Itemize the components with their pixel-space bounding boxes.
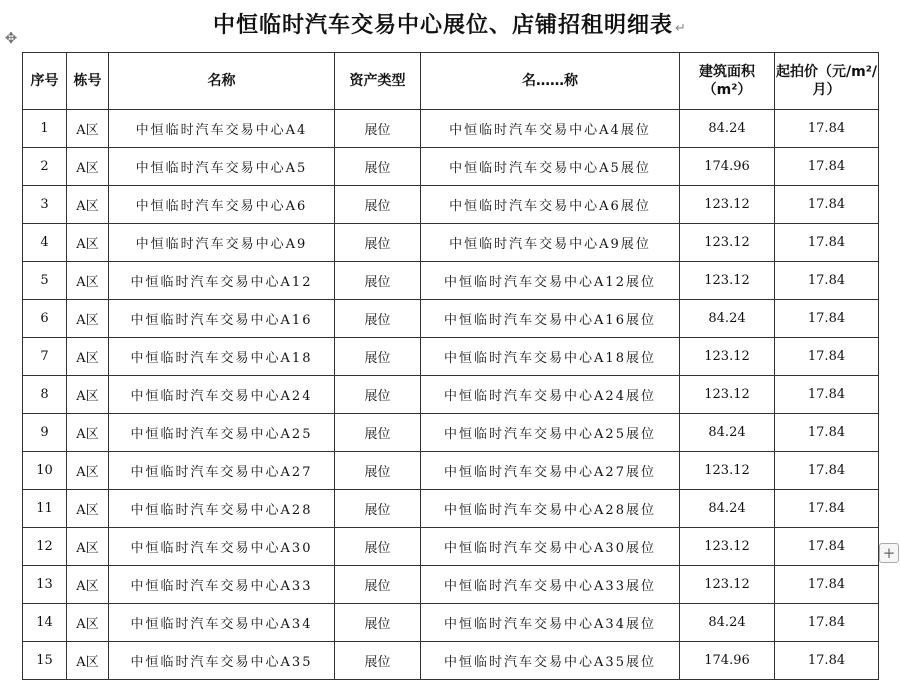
cell-full-name[interactable]: 中恒临时汽车交易中心A9展位: [421, 224, 680, 262]
cell-seq[interactable]: 5: [23, 262, 67, 300]
cell-building[interactable]: A区: [67, 148, 109, 186]
cell-area[interactable]: 84.24: [680, 110, 775, 148]
table-row: [23, 186, 879, 224]
plus-icon: +: [882, 544, 896, 562]
cell-building[interactable]: A区: [67, 300, 109, 338]
cell-name[interactable]: 中恒临时汽车交易中心A30: [109, 528, 335, 566]
cell-asset-type[interactable]: 展位: [335, 338, 421, 376]
cell-area[interactable]: 123.12: [680, 566, 775, 604]
rental-table: [22, 52, 879, 680]
cell-area[interactable]: 84.24: [680, 604, 775, 642]
table-row: [23, 452, 879, 490]
cell-seq[interactable]: 14: [23, 604, 67, 642]
cell-asset-type[interactable]: 展位: [335, 642, 421, 680]
move-cross-icon[interactable]: ✥: [4, 29, 18, 47]
cell-asset-type[interactable]: 展位: [335, 110, 421, 148]
cell-price[interactable]: 17.84: [775, 262, 879, 300]
cell-asset-type[interactable]: 展位: [335, 604, 421, 642]
cell-building[interactable]: A区: [67, 604, 109, 642]
cell-area[interactable]: 84.24: [680, 490, 775, 528]
cell-name[interactable]: 中恒临时汽车交易中心A5: [109, 148, 335, 186]
cell-full-name[interactable]: 中恒临时汽车交易中心A27展位: [421, 452, 680, 490]
cell-area[interactable]: 123.12: [680, 338, 775, 376]
cell-full-name[interactable]: 中恒临时汽车交易中心A12展位: [421, 262, 680, 300]
cell-area[interactable]: 123.12: [680, 376, 775, 414]
cell-price[interactable]: 17.84: [775, 604, 879, 642]
cell-area[interactable]: 84.24: [680, 414, 775, 452]
cell-full-name[interactable]: 中恒临时汽车交易中心A4展位: [421, 110, 680, 148]
cell-asset-type[interactable]: 展位: [335, 414, 421, 452]
cell-seq[interactable]: 7: [23, 338, 67, 376]
cell-price[interactable]: 17.84: [775, 300, 879, 338]
table-row: [23, 642, 879, 680]
cell-price[interactable]: 17.84: [775, 490, 879, 528]
header-seq: 序号: [23, 53, 67, 110]
cell-building[interactable]: A区: [67, 642, 109, 680]
table-row: [23, 224, 879, 262]
cell-seq[interactable]: 2: [23, 148, 67, 186]
cell-area[interactable]: 123.12: [680, 452, 775, 490]
cell-asset-type[interactable]: 展位: [335, 490, 421, 528]
add-row-button[interactable]: [879, 543, 899, 563]
cell-building[interactable]: A区: [67, 338, 109, 376]
cell-building[interactable]: A区: [67, 452, 109, 490]
table-row: [23, 490, 879, 528]
table-row: [23, 110, 879, 148]
cell-asset-type[interactable]: 展位: [335, 528, 421, 566]
cell-full-name[interactable]: 中恒临时汽车交易中心A35展位: [421, 642, 680, 680]
cell-building[interactable]: A区: [67, 262, 109, 300]
cell-price[interactable]: 17.84: [775, 642, 879, 680]
table-row: [23, 604, 879, 642]
cell-name[interactable]: 中恒临时汽车交易中心A28: [109, 490, 335, 528]
header-name: 名称: [109, 53, 335, 110]
cell-full-name[interactable]: 中恒临时汽车交易中心A5展位: [421, 148, 680, 186]
cell-price[interactable]: 17.84: [775, 186, 879, 224]
cell-full-name[interactable]: 中恒临时汽车交易中心A30展位: [421, 528, 680, 566]
cell-building[interactable]: A区: [67, 376, 109, 414]
table-row: [23, 566, 879, 604]
cell-asset-type[interactable]: 展位: [335, 452, 421, 490]
cell-asset-type[interactable]: 展位: [335, 224, 421, 262]
cell-seq[interactable]: 10: [23, 452, 67, 490]
cell-seq[interactable]: 8: [23, 376, 67, 414]
cell-area[interactable]: 174.96: [680, 148, 775, 186]
paragraph-mark: ↵: [675, 21, 687, 36]
cell-price[interactable]: 17.84: [775, 110, 879, 148]
header-area: 建筑面积（m²）: [680, 53, 775, 110]
cell-name[interactable]: 中恒临时汽车交易中心A25: [109, 414, 335, 452]
cell-name[interactable]: 中恒临时汽车交易中心A33: [109, 566, 335, 604]
cell-price[interactable]: 17.84: [775, 338, 879, 376]
cell-name[interactable]: 中恒临时汽车交易中心A6: [109, 186, 335, 224]
cell-full-name[interactable]: 中恒临时汽车交易中心A16展位: [421, 300, 680, 338]
cell-name[interactable]: 中恒临时汽车交易中心A27: [109, 452, 335, 490]
cell-seq[interactable]: 12: [23, 528, 67, 566]
header-building: 栋号: [67, 53, 109, 110]
table-row: [23, 376, 879, 414]
table-row: [23, 338, 879, 376]
header-price: 起拍价（元/m²/月）: [775, 53, 879, 110]
cell-asset-type[interactable]: 展位: [335, 376, 421, 414]
cell-building[interactable]: A区: [67, 528, 109, 566]
cell-seq[interactable]: 15: [23, 642, 67, 680]
cell-area[interactable]: 123.12: [680, 186, 775, 224]
cell-full-name[interactable]: 中恒临时汽车交易中心A34展位: [421, 604, 680, 642]
header-full-name: 名……称: [421, 53, 680, 110]
document-title: 中恒临时汽车交易中心展位、店铺招租明细表 ↵: [213, 13, 687, 38]
cell-price[interactable]: 17.84: [775, 376, 879, 414]
cell-building[interactable]: A区: [67, 566, 109, 604]
cell-name[interactable]: 中恒临时汽车交易中心A9: [109, 224, 335, 262]
cell-seq[interactable]: 6: [23, 300, 67, 338]
cell-price[interactable]: 17.84: [775, 414, 879, 452]
cell-seq[interactable]: 1: [23, 110, 67, 148]
table-header-row: [23, 53, 879, 110]
cell-asset-type[interactable]: 展位: [335, 566, 421, 604]
cell-building[interactable]: A区: [67, 224, 109, 262]
cell-full-name[interactable]: 中恒临时汽车交易中心A33展位: [421, 566, 680, 604]
table-row: [23, 528, 879, 566]
cell-building[interactable]: A区: [67, 186, 109, 224]
cell-area[interactable]: 174.96: [680, 642, 775, 680]
cell-full-name[interactable]: 中恒临时汽车交易中心A24展位: [421, 376, 680, 414]
cell-asset-type[interactable]: 展位: [335, 300, 421, 338]
cell-seq[interactable]: 9: [23, 414, 67, 452]
cell-seq[interactable]: 3: [23, 186, 67, 224]
cell-name[interactable]: 中恒临时汽车交易中心A24: [109, 376, 335, 414]
cell-price[interactable]: 17.84: [775, 566, 879, 604]
cell-area[interactable]: 123.12: [680, 262, 775, 300]
cell-name[interactable]: 中恒临时汽车交易中心A35: [109, 642, 335, 680]
cell-building[interactable]: A区: [67, 414, 109, 452]
cell-name[interactable]: 中恒临时汽车交易中心A18: [109, 338, 335, 376]
cell-asset-type[interactable]: 展位: [335, 148, 421, 186]
cell-name[interactable]: 中恒临时汽车交易中心A34: [109, 604, 335, 642]
cell-area[interactable]: 123.12: [680, 528, 775, 566]
cell-seq[interactable]: 13: [23, 566, 67, 604]
cell-name[interactable]: 中恒临时汽车交易中心A16: [109, 300, 335, 338]
cell-full-name[interactable]: 中恒临时汽车交易中心A28展位: [421, 490, 680, 528]
cell-price[interactable]: 17.84: [775, 452, 879, 490]
cell-asset-type[interactable]: 展位: [335, 262, 421, 300]
cell-seq[interactable]: 4: [23, 224, 67, 262]
table-row: [23, 414, 879, 452]
table-row: [23, 300, 879, 338]
cell-price[interactable]: 17.84: [775, 528, 879, 566]
header-asset-type: 资产类型: [335, 53, 421, 110]
cell-price[interactable]: 17.84: [775, 224, 879, 262]
cell-name[interactable]: 中恒临时汽车交易中心A12: [109, 262, 335, 300]
table-row: [23, 262, 879, 300]
cell-full-name[interactable]: 中恒临时汽车交易中心A6展位: [421, 186, 680, 224]
cell-price[interactable]: 17.84: [775, 148, 879, 186]
cell-full-name[interactable]: 中恒临时汽车交易中心A25展位: [421, 414, 680, 452]
cell-area[interactable]: 84.24: [680, 300, 775, 338]
cell-building[interactable]: A区: [67, 490, 109, 528]
table-row: [23, 148, 879, 186]
cell-seq[interactable]: 11: [23, 490, 67, 528]
cell-name[interactable]: 中恒临时汽车交易中心A4: [109, 110, 335, 148]
cell-asset-type[interactable]: 展位: [335, 186, 421, 224]
cell-building[interactable]: A区: [67, 110, 109, 148]
cell-area[interactable]: 123.12: [680, 224, 775, 262]
cell-full-name[interactable]: 中恒临时汽车交易中心A18展位: [421, 338, 680, 376]
